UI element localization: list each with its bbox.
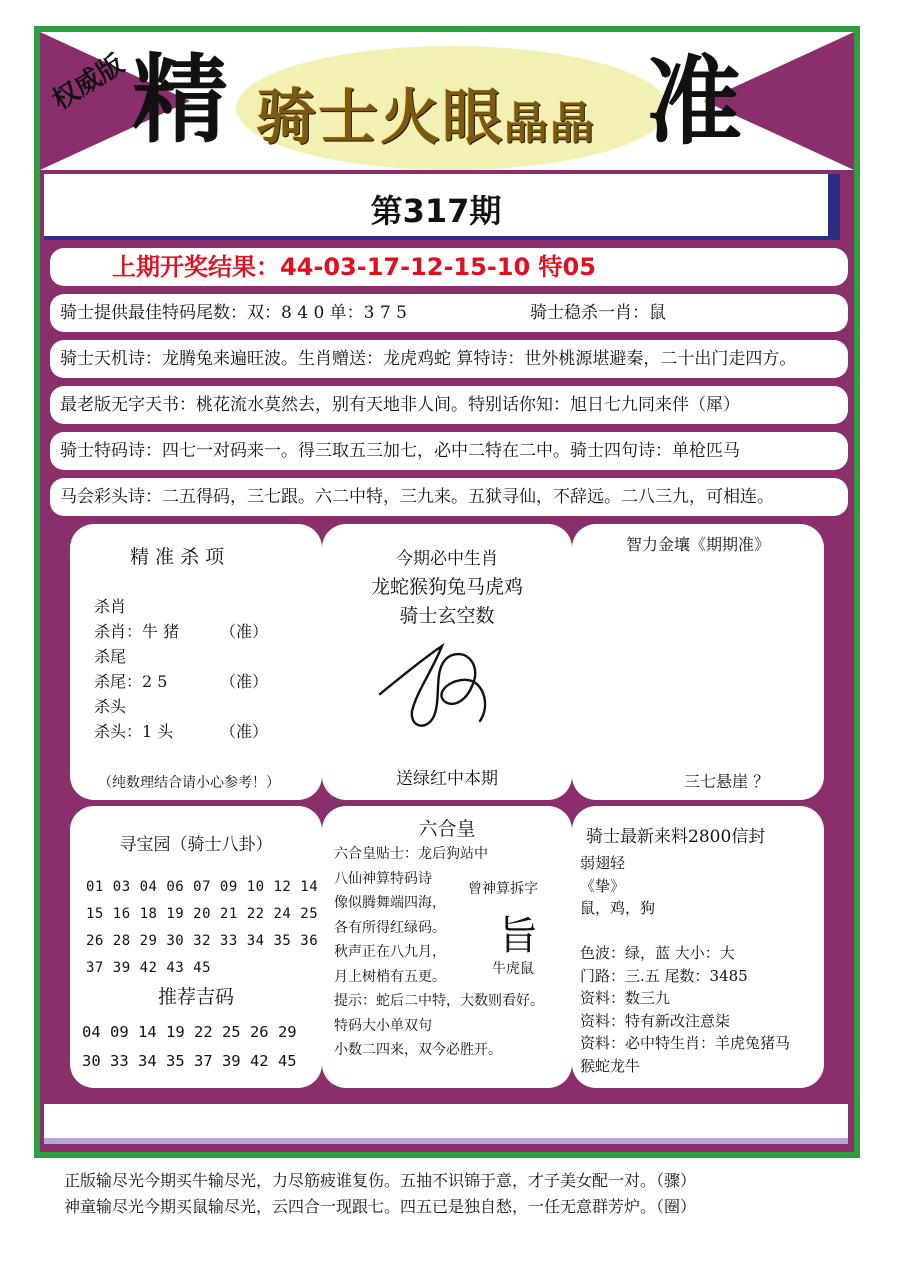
poem-row-3 — [50, 432, 848, 470]
split-char-title: 曾神算拆字 — [468, 881, 538, 897]
wisdom-title: 智力金壤《期期准》 — [625, 535, 770, 554]
kill-box — [70, 524, 322, 800]
recommend-numbers — [82, 1018, 297, 1076]
zodiac-box — [322, 524, 572, 800]
tail-row — [50, 294, 848, 332]
kill-line: 杀头：1 头 — [94, 722, 174, 741]
kill-line: 杀肖 — [94, 597, 127, 616]
authority-badge: 权威版 — [47, 49, 130, 117]
latest-title: 骑士最新来料2800信封 — [586, 827, 766, 847]
handwritten-scribble-icon — [372, 636, 522, 736]
zodiac-footer: 送绿红中本期 — [396, 769, 498, 789]
issue-bar — [44, 174, 840, 240]
latest-line: 门路：三.五 尾数：3485 — [580, 966, 748, 985]
split-char: 旨 — [498, 913, 538, 959]
zodiac-line-3: 骑士玄空数 — [399, 605, 495, 627]
kill-one-text: 骑士稳杀一肖：鼠 — [530, 302, 666, 323]
liuhe-line: 特码大小单双句 — [334, 1017, 432, 1034]
poem-text-3: 骑士特码诗：四七一对码来一。得三取五三加七，必中二特在二中。骑士四句诗：单枪匹马 — [60, 440, 740, 461]
kill-mark: （准） — [220, 622, 269, 641]
liuhe-line: 八仙神算特码诗 — [334, 870, 432, 887]
kill-line: 杀肖：牛 猪 — [94, 622, 180, 641]
latest-line — [580, 920, 790, 943]
grid-row: 15 16 18 19 20 21 22 24 25 — [86, 906, 319, 922]
result-text: 上期开奖结果：44-03-17-12-15-10 特05 — [112, 253, 596, 281]
liuhe-line: 六合皇贴士：龙后狗站中 — [334, 846, 488, 862]
zodiac-line-2: 龙蛇猴狗兔马虎鸡 — [370, 576, 523, 598]
wisdom-box — [572, 524, 824, 800]
header-right-char: 准 — [646, 45, 742, 158]
latest-line: 弱翅轻 — [580, 854, 626, 872]
split-char-footer: 牛虎鼠 — [492, 961, 534, 977]
liuhe-line: 小数二四来，双今必胜开。 — [334, 1042, 502, 1058]
grid-row: 26 28 29 30 32 33 34 35 36 — [86, 933, 319, 949]
liuhe-line: 各有所得红绿码。 — [334, 919, 446, 936]
treasure-box — [70, 806, 322, 1088]
recommend-row: 04 09 14 19 22 25 26 29 — [82, 1023, 297, 1041]
bottom-blank-box — [44, 1104, 848, 1144]
poem-text-4: 马会彩头诗：二五得码，三七跟。六二中特，三九来。五狱寻仙，不辞远。二八三九，可相连。 — [60, 486, 774, 507]
kill-lines — [94, 594, 179, 744]
latest-box — [572, 806, 824, 1088]
grid-row: 37 39 42 43 45 — [86, 960, 212, 976]
kill-mark: （准） — [220, 722, 269, 741]
footer-line-1: 正版输尽光今期买牛输尽光，力尽筋疲谁复伤。五抽不识锦于意，才子美女配一对。（骤） — [64, 1171, 697, 1190]
poem-text-1: 骑士天机诗：龙腾兔来遍旺波。生肖赠送：龙虎鸡蛇 算特诗：世外桃源堪避秦，二十出门走四方。 — [60, 348, 797, 369]
footer-line-2: 神童输尽光今期买鼠输尽光，云四合一现跟七。四五已是独自愁，一任无意群芳炉。（圈） — [64, 1197, 697, 1216]
tail-text: 骑士提供最佳特码尾数：双：8 4 0 单：3 7 5 — [60, 302, 407, 323]
latest-line: 资料：数三九 — [580, 989, 671, 1007]
latest-line: 色波：绿，蓝 大小：大 — [580, 944, 735, 962]
latest-line: 资料：特有新改注意柒 — [580, 1011, 731, 1030]
latest-line: 猴蛇龙牛 — [580, 1056, 641, 1075]
recommend-title: 推荐吉码 — [157, 986, 234, 1008]
liuhe-line: 提示：蛇后二中特，大数则看好。 — [334, 993, 544, 1009]
poem-row-1 — [50, 340, 848, 378]
latest-line: 《挚》 — [580, 876, 626, 895]
kill-line: 杀尾 — [94, 647, 127, 666]
result-row — [50, 248, 848, 286]
kill-note: （纯数理结合请小心参考！） — [98, 775, 280, 791]
brand-title — [256, 70, 596, 156]
liuhe-line: 像似腾舞端四海， — [334, 895, 446, 911]
liuhe-box — [322, 806, 572, 1088]
zodiac-line-1: 今期必中生肖 — [396, 549, 498, 569]
latest-lines — [580, 852, 790, 1077]
header-banner — [40, 32, 854, 170]
latest-line: 资料：必中特生肖：羊虎兔猪马 — [580, 1034, 791, 1052]
poem-row-2 — [50, 386, 848, 424]
liuhe-line: 月上树梢有五更。 — [334, 968, 446, 985]
grid-row: 01 03 04 06 07 09 10 12 14 — [86, 879, 319, 895]
kill-line: 杀头 — [94, 697, 127, 716]
liuhe-title: 六合皇 — [418, 818, 476, 840]
wisdom-footer: 三七悬崖 ？ — [684, 772, 770, 791]
kill-mark: （准） — [220, 672, 269, 691]
recommend-row: 30 33 34 35 37 39 42 45 — [82, 1052, 297, 1070]
brand-small: 晶晶 — [504, 98, 596, 149]
poem-row-4 — [50, 478, 848, 516]
treasure-title: 寻宝园（骑士八卦） — [119, 835, 273, 855]
treasure-grid — [86, 874, 318, 982]
latest-line: 鼠，鸡，狗 — [580, 899, 656, 917]
kill-box-title: 精 准 杀 项 — [130, 546, 225, 568]
header-left-char: 精 — [132, 43, 228, 156]
issue-number: 第317期 — [370, 192, 502, 230]
brand-main: 骑士火眼 — [256, 83, 504, 153]
kill-line: 杀尾：2 5 — [94, 672, 168, 691]
liuhe-line: 秋声正在八九月， — [334, 944, 446, 960]
poem-text-2: 最老版无字天书：桃花流水莫然去，别有天地非人间。特别话你知：旭日七九同来伴（犀） — [60, 394, 740, 415]
